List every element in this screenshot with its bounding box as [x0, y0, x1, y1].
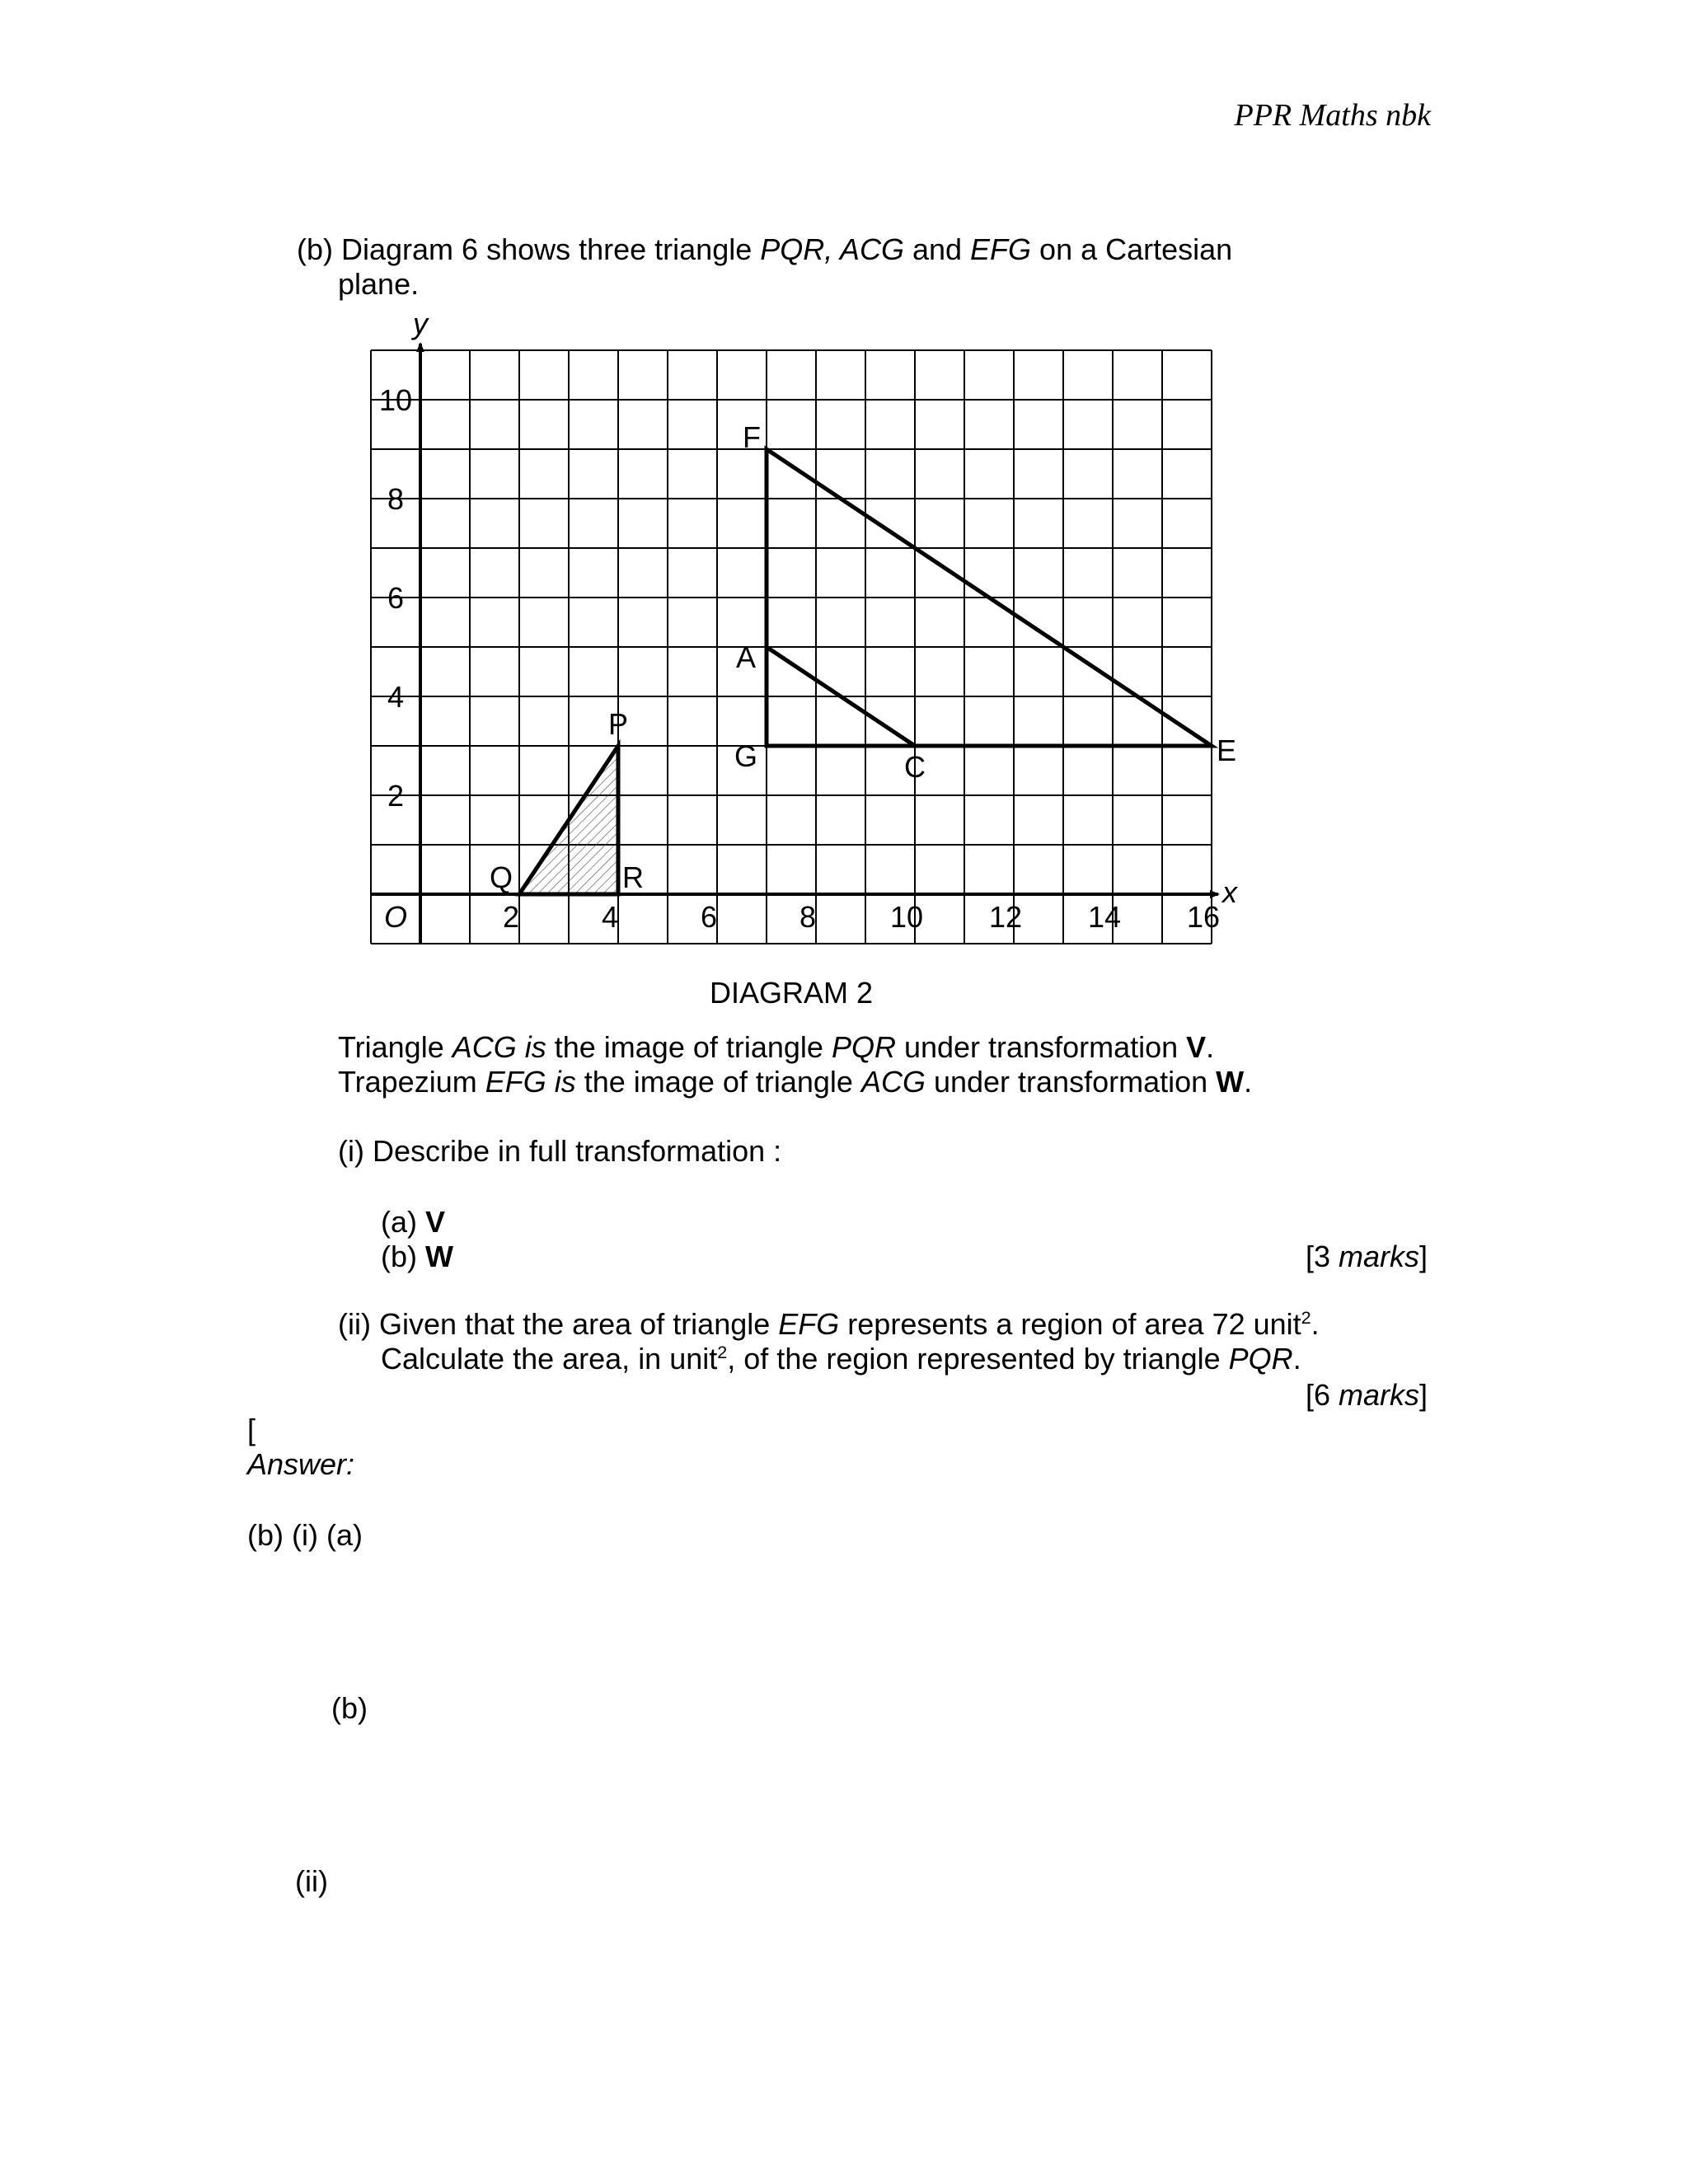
statement-w-efg: EFG [485, 1065, 546, 1099]
diagram-labels [379, 313, 1239, 1005]
statement-v-letter: V [1186, 1030, 1207, 1064]
x-tick-label: 10 [889, 900, 924, 934]
part-i-b-value: W [425, 1240, 453, 1273]
y-tick-label: 4 [387, 680, 405, 714]
part-i-a-label: (a) [381, 1205, 425, 1239]
y-tick-label: 6 [387, 581, 405, 615]
statement-w-text-1: Trapezium [338, 1065, 485, 1099]
statement-v-end: . [1206, 1030, 1215, 1064]
x-tick-label: 2 [502, 900, 520, 934]
cartesian-diagram [363, 313, 1302, 1005]
part-i-b [381, 1240, 453, 1274]
part-ii-text-2: represents a region of area 72 unit [839, 1307, 1301, 1341]
intro-text-2: and [903, 232, 971, 266]
statement-v-text-3: under transformation [895, 1030, 1187, 1064]
part-ii-sup-1: 2 [1301, 1307, 1311, 1328]
marks-i-close: ] [1418, 1240, 1428, 1273]
point-label-c: C [904, 750, 926, 784]
x-tick-label: 4 [601, 900, 619, 934]
part-i-a [381, 1205, 445, 1240]
part-ii-pqr: PQR [1228, 1342, 1293, 1376]
y-axis-label: y [413, 313, 428, 340]
point-label-r: R [622, 860, 644, 894]
x-axis-label: x [1222, 875, 1237, 909]
point-label-e: E [1216, 733, 1237, 767]
statement-w-is: is [546, 1065, 576, 1099]
x-tick-label: 8 [799, 900, 817, 934]
part-ii-text-1: (ii) Given that the area of triangle [338, 1307, 779, 1341]
part-ii-text-5: , of the region represented by triangle [727, 1342, 1229, 1376]
part-i-b-label: (b) [381, 1240, 425, 1273]
statement-w-end: . [1244, 1065, 1253, 1099]
marks-i-word: marks [1338, 1240, 1419, 1273]
marks-i-open: [3 [1305, 1240, 1339, 1273]
y-tick-label: 2 [387, 779, 405, 813]
statement-v-text-1: Triangle [338, 1030, 452, 1064]
statement-w-text-3: under transformation [925, 1065, 1217, 1099]
part-ii-efg: EFG [778, 1307, 840, 1341]
statement-w-acg: ACG [860, 1065, 926, 1099]
y-tick-label: 10 [378, 383, 413, 417]
page-header: PPR Maths nbk [1234, 98, 1431, 133]
grid-lines [371, 350, 1212, 944]
point-label-g: G [734, 739, 758, 773]
intro-efg: EFG [970, 232, 1032, 266]
point-label-q: Q [489, 860, 513, 894]
answer-label: Answer: [247, 1447, 355, 1481]
part-ii-line1 [338, 1307, 1320, 1342]
part-ii-line2 [381, 1342, 1301, 1376]
part-ii-text-4: Calculate the area, in unit [381, 1342, 718, 1376]
axes [371, 344, 1221, 944]
intro-triangle-names: PQR, ACG [760, 232, 904, 266]
part-i-instruction: (i) Describe in full transformation : [338, 1134, 782, 1168]
part-ii-text-6: . [1292, 1342, 1301, 1376]
part-i-a-value: V [425, 1205, 446, 1239]
point-label-a: A [735, 640, 757, 674]
statement-w-text-2: the image of triangle [575, 1065, 861, 1099]
statement-v-acg: ACG [452, 1030, 517, 1064]
marks-ii [1306, 1378, 1428, 1413]
intro-text-3: on a Cartesian [1031, 232, 1233, 266]
statement-v-is: is [516, 1030, 546, 1064]
marks-i [1306, 1240, 1428, 1274]
point-label-p: P [607, 707, 629, 741]
x-tick-label: 12 [988, 900, 1023, 934]
statement-v-pqr: PQR [831, 1030, 896, 1064]
answer-bracket: [ [247, 1413, 256, 1446]
part-ii-text-3: . [1311, 1307, 1320, 1341]
marks-ii-close: ] [1418, 1378, 1428, 1412]
point-label-f: F [743, 420, 761, 454]
origin-label: O [383, 900, 408, 934]
x-tick-label: 14 [1087, 900, 1122, 934]
statement-w [338, 1065, 1252, 1099]
part-ii-sup-2: 2 [717, 1342, 728, 1362]
question-intro [297, 232, 1232, 267]
statement-v [338, 1030, 1214, 1065]
intro-text-1: (b) Diagram 6 shows three triangle [297, 232, 761, 266]
x-tick-label: 16 [1186, 900, 1221, 934]
question-intro-line2: plane. [338, 267, 420, 301]
answer-ii: (ii) [295, 1864, 328, 1898]
statement-v-text-2: the image of triangle [546, 1030, 832, 1064]
x-tick-label: 6 [700, 900, 718, 934]
marks-ii-word: marks [1338, 1378, 1419, 1412]
diagram-caption: DIAGRAM 2 [709, 976, 874, 1005]
marks-ii-open: [6 [1305, 1378, 1339, 1412]
statement-w-letter: W [1216, 1065, 1245, 1099]
answer-b-i-a: (b) (i) (a) [247, 1518, 363, 1552]
y-tick-label: 8 [387, 482, 405, 516]
answer-b: (b) [331, 1691, 368, 1725]
